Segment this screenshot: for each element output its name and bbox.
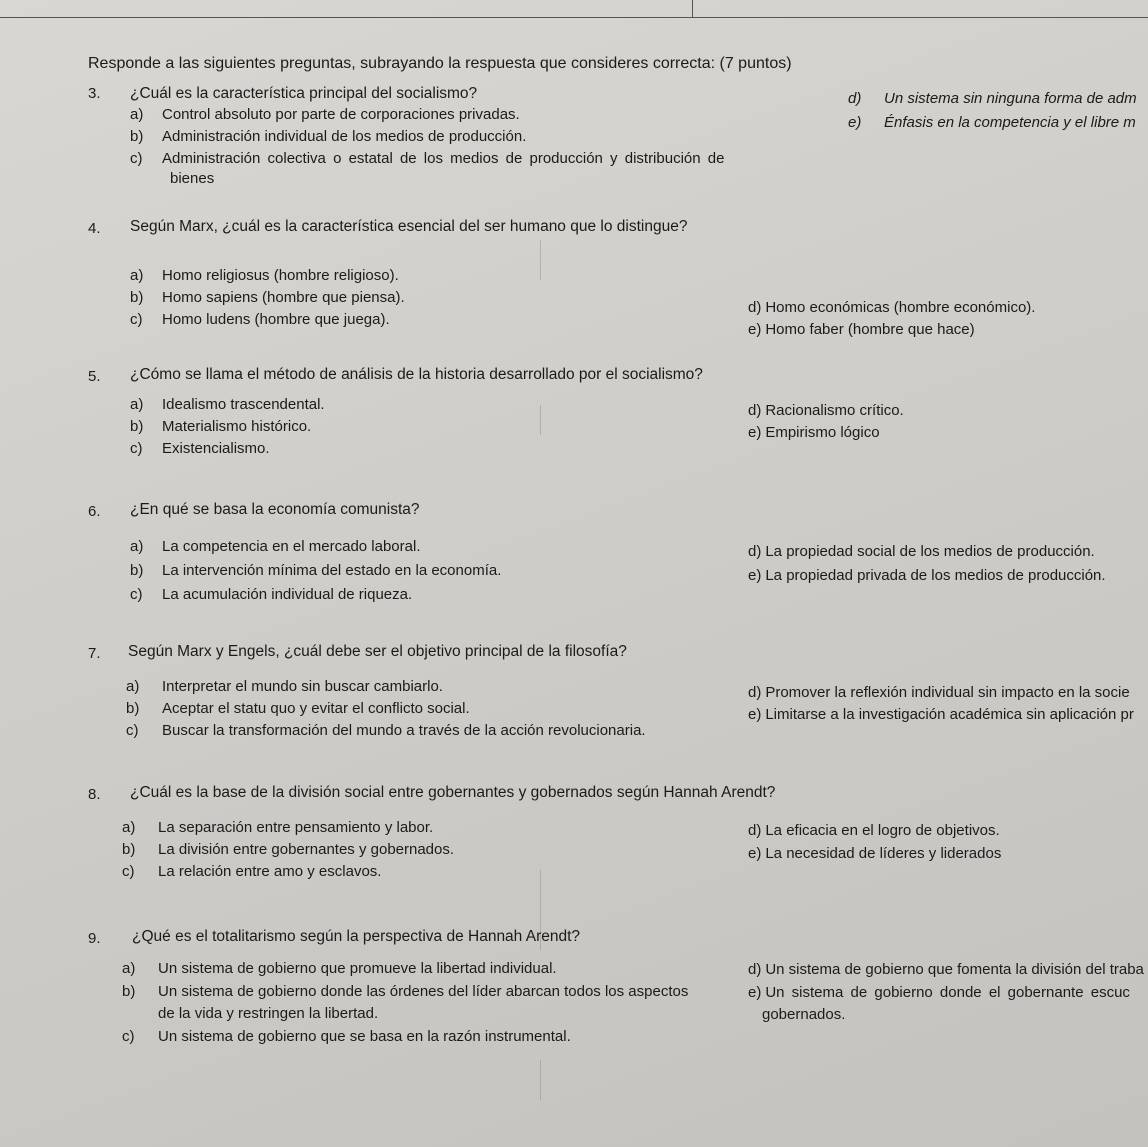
option-letter: d) xyxy=(748,961,762,978)
option-b[interactable] xyxy=(126,700,470,717)
option-letter: e) xyxy=(748,706,762,723)
option-text: Homo económicas (hombre económico). xyxy=(765,299,1036,316)
option-d[interactable] xyxy=(748,961,1144,978)
option-letter: a) xyxy=(130,106,144,123)
option-text: Un sistema de gobierno donde las órdenes del líder abarcan todos los aspectos xyxy=(158,983,689,1000)
option-text: Un sistema de gobierno que se basa en la razón instrumental. xyxy=(158,1028,571,1045)
question-number: 6. xyxy=(88,503,101,520)
option-text: Administración individual de los medios de producción. xyxy=(162,128,527,145)
option-letter: d) xyxy=(748,402,762,419)
option-text: Homo faber (hombre que hace) xyxy=(765,321,975,338)
option-letter: b) xyxy=(130,418,144,435)
question-number: 5. xyxy=(88,368,101,385)
question-text: ¿En qué se basa la economía comunista? xyxy=(130,501,420,518)
option-a[interactable] xyxy=(130,396,325,413)
option-letter: b) xyxy=(122,841,136,858)
option-b[interactable] xyxy=(130,128,526,145)
question-number: 7. xyxy=(88,645,101,662)
option-text: Administración colectiva o estatal de los medios de producción y distribución de xyxy=(162,150,725,167)
option-text: Materialismo histórico. xyxy=(162,418,312,435)
option-text: Homo religiosus (hombre religioso). xyxy=(162,267,399,284)
option-text: Empirismo lógico xyxy=(765,424,880,441)
option-letter: e) xyxy=(748,424,762,441)
option-letter: a) xyxy=(122,819,136,836)
option-letter: c) xyxy=(122,1028,135,1045)
option-a[interactable] xyxy=(130,267,399,284)
option-letter: b) xyxy=(130,562,144,579)
option-a[interactable] xyxy=(126,678,443,695)
option-text: La división entre gobernantes y gobernados. xyxy=(158,841,455,858)
option-c[interactable] xyxy=(130,150,724,167)
option-letter: b) xyxy=(130,128,144,145)
question-text: Según Marx, ¿cuál es la característica esencial del ser humano que lo distingue? xyxy=(130,218,688,235)
paper-fold-mark xyxy=(540,405,541,435)
option-text: Un sistema de gobierno que promueve la libertad individual. xyxy=(158,960,557,977)
option-letter: d) xyxy=(748,822,762,839)
option-e[interactable] xyxy=(748,845,1001,862)
option-text: La propiedad social de los medios de producción. xyxy=(765,543,1095,560)
option-text: Interpretar el mundo sin buscar cambiarlo. xyxy=(162,678,443,695)
option-letter: b) xyxy=(130,289,144,306)
option-letter: e) xyxy=(748,321,762,338)
top-border-tick xyxy=(692,0,693,18)
option-d[interactable] xyxy=(748,299,1035,316)
option-letter: d) xyxy=(748,543,762,560)
option-letter: d) xyxy=(848,90,862,107)
option-d[interactable] xyxy=(848,90,1137,107)
option-e[interactable] xyxy=(748,706,1134,723)
option-e[interactable] xyxy=(748,567,1106,584)
option-b[interactable] xyxy=(122,841,454,858)
question-text: ¿Cuál es la característica principal del socialismo? xyxy=(130,85,478,102)
option-text: Control absoluto por parte de corporaciones privadas. xyxy=(162,106,520,123)
option-text: Un sistema de gobierno que fomenta la división del traba xyxy=(765,961,1144,978)
question-text: ¿Cómo se llama el método de análisis de la historia desarrollado por el socialismo? xyxy=(130,366,703,383)
option-text: Un sistema de gobierno donde el gobernante escuc xyxy=(765,984,1130,1001)
option-b-continuation: de la vida y restringen la libertad. xyxy=(158,1005,379,1022)
option-letter: b) xyxy=(126,700,140,717)
option-text: La eficacia en el logro de objetivos. xyxy=(765,822,1000,839)
question-text: ¿Cuál es la base de la división social entre gobernantes y gobernados según Hannah Arendt? xyxy=(130,784,776,801)
option-text: Homo sapiens (hombre que piensa). xyxy=(162,289,405,306)
option-letter: c) xyxy=(130,586,143,603)
option-text: Énfasis en la competencia y el libre m xyxy=(884,114,1136,131)
option-letter: a) xyxy=(126,678,140,695)
option-text: Promover la reflexión individual sin impacto en la socie xyxy=(765,684,1130,701)
question-number: 9. xyxy=(88,930,101,947)
option-letter: a) xyxy=(122,960,136,977)
option-letter: c) xyxy=(122,863,135,880)
question-number: 8. xyxy=(88,786,101,803)
option-c[interactable] xyxy=(122,1028,571,1045)
option-letter: c) xyxy=(130,440,143,457)
option-text: Limitarse a la investigación académica sin aplicación pr xyxy=(765,706,1134,723)
option-a[interactable] xyxy=(130,106,520,123)
option-letter: c) xyxy=(130,311,143,328)
option-text: La intervención mínima del estado en la economía. xyxy=(162,562,502,579)
option-c-continuation: bienes xyxy=(170,170,215,187)
option-e-continuation: gobernados. xyxy=(762,1006,846,1023)
option-letter: b) xyxy=(122,983,136,1000)
option-letter: a) xyxy=(130,267,144,284)
option-text: Homo ludens (hombre que juega). xyxy=(162,311,390,328)
option-text: La necesidad de líderes y liderados xyxy=(765,845,1002,862)
option-b[interactable] xyxy=(130,418,311,435)
option-text: Buscar la transformación del mundo a través de la acción revolucionaria. xyxy=(162,722,646,739)
option-letter: e) xyxy=(748,984,762,1001)
option-b[interactable] xyxy=(130,289,405,306)
option-text: Idealismo trascendental. xyxy=(162,396,325,413)
option-letter: d) xyxy=(748,684,762,701)
option-text: La competencia en el mercado laboral. xyxy=(162,538,421,555)
option-text: Racionalismo crítico. xyxy=(765,402,904,419)
option-letter: e) xyxy=(848,114,862,131)
option-letter: e) xyxy=(748,845,762,862)
option-d[interactable] xyxy=(748,402,904,419)
option-letter: a) xyxy=(130,538,144,555)
option-b[interactable] xyxy=(130,562,501,579)
paper-fold-mark xyxy=(540,1060,541,1100)
option-letter: e) xyxy=(748,567,762,584)
option-e[interactable] xyxy=(848,114,1136,131)
option-text: Existencialismo. xyxy=(162,440,270,457)
option-e[interactable] xyxy=(748,321,975,338)
option-c[interactable] xyxy=(122,863,381,880)
option-text: Un sistema sin ninguna forma de adm xyxy=(884,90,1137,107)
option-text: La separación entre pensamiento y labor. xyxy=(158,819,434,836)
option-c[interactable] xyxy=(130,311,390,328)
option-d[interactable] xyxy=(748,543,1095,560)
option-e[interactable] xyxy=(748,424,880,441)
option-b[interactable] xyxy=(122,983,688,1000)
question-text: ¿Qué es el totalitarismo según la perspectiva de Hannah Arendt? xyxy=(132,928,581,945)
paper-fold-mark xyxy=(540,240,541,280)
option-c[interactable] xyxy=(130,586,412,603)
option-a[interactable] xyxy=(122,819,433,836)
option-text: Aceptar el statu quo y evitar el conflicto social. xyxy=(162,700,470,717)
option-text: La relación entre amo y esclavos. xyxy=(158,863,382,880)
question-number: 3. xyxy=(88,85,101,102)
question-text: Según Marx y Engels, ¿cuál debe ser el objetivo principal de la filosofía? xyxy=(128,643,627,660)
option-c[interactable] xyxy=(130,440,270,457)
option-letter: c) xyxy=(130,150,143,167)
option-c[interactable] xyxy=(126,722,646,739)
option-e[interactable] xyxy=(748,984,1130,1001)
option-a[interactable] xyxy=(130,538,421,555)
option-letter: a) xyxy=(130,396,144,413)
option-a[interactable] xyxy=(122,960,557,977)
option-text: La propiedad privada de los medios de producción. xyxy=(765,567,1106,584)
option-d[interactable] xyxy=(748,684,1130,701)
top-border-line xyxy=(0,17,1148,18)
option-text: La acumulación individual de riqueza. xyxy=(162,586,413,603)
option-d[interactable] xyxy=(748,822,1000,839)
instructions: Responde a las siguientes preguntas, subrayando la respuesta que consideres correcta: (7 puntos) xyxy=(88,55,792,72)
option-letter: d) xyxy=(748,299,762,316)
question-number: 4. xyxy=(88,220,101,237)
option-letter: c) xyxy=(126,722,139,739)
